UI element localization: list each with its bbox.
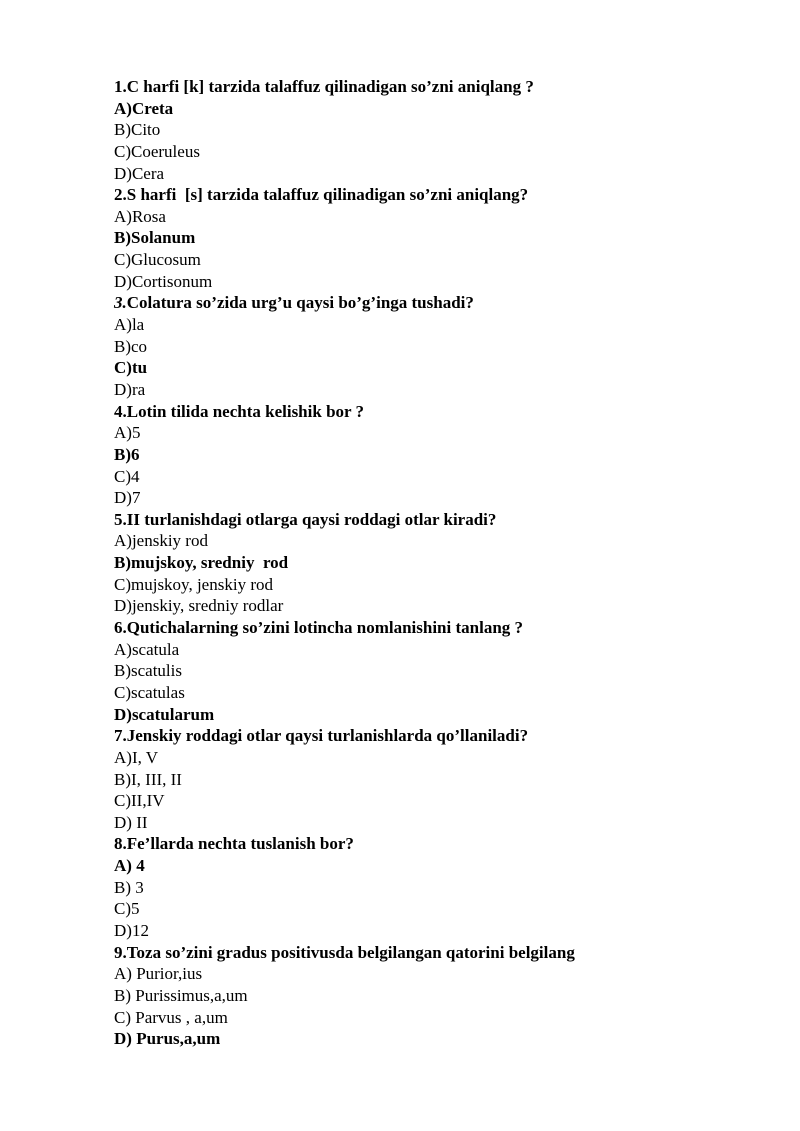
answer-option: A)I, V — [114, 747, 159, 767]
question-text: 6.Qutichalarning so’zini lotincha nomlanishini tanlang ? — [114, 618, 524, 638]
question-block — [114, 184, 754, 292]
question-text: 2.S harfi [s] tarzida talaffuz qilinadigan so’zni aniqlang? — [114, 185, 529, 205]
answer-option: C)II,IV — [114, 791, 165, 811]
answer-option: C)Coeruleus — [114, 141, 200, 161]
answer-option: C)5 — [114, 899, 140, 919]
question-block — [114, 76, 754, 184]
question-block — [114, 725, 754, 833]
answer-option: B)Cito — [114, 120, 161, 140]
answer-option: B)co — [114, 336, 148, 356]
answer-option: A)scatula — [114, 639, 180, 659]
answer-option: D)7 — [114, 488, 141, 508]
answer-option: C)scatulas — [114, 682, 185, 702]
question-body: Colatura so’zida urg’u qaysi bo’g’inga tushadi? — [126, 293, 474, 313]
answer-option: B)scatulis — [114, 661, 182, 681]
question-text: 8.Fe’llarda nechta tuslanish bor? — [114, 834, 354, 854]
answer-option: A)la — [114, 315, 145, 335]
question-text: 7.Jenskiy roddagi otlar qaysi turlanishlarda qo’llaniladi? — [114, 726, 529, 746]
answer-option: D)12 — [114, 920, 149, 940]
answer-option: A)5 — [114, 423, 141, 443]
answer-option: D)ra — [114, 379, 146, 399]
question-block — [114, 509, 754, 617]
answer-option: B) 3 — [114, 877, 144, 897]
answer-option: B)mujskoy, sredniy rod — [114, 553, 289, 573]
answer-option: D)jenskiy, sredniy rodlar — [114, 596, 284, 616]
question-text: 9.Toza so’zini gradus positivusda belgilangan qatorini belgilang — [114, 942, 575, 962]
question-number: 3. — [114, 293, 127, 313]
question-block — [114, 942, 754, 1050]
question-block — [114, 292, 754, 400]
answer-option: C)Glucosum — [114, 250, 201, 270]
answer-option: D) Purus,a,um — [114, 1029, 221, 1049]
answer-option: A)jenskiy rod — [114, 531, 208, 551]
answer-option: B)I, III, II — [114, 769, 182, 789]
answer-option: D)Cera — [114, 163, 165, 183]
question-block — [114, 617, 754, 725]
question-text: 5.II turlanishdagi otlarga qaysi roddagi otlar kiradi? — [114, 509, 497, 529]
question-text — [114, 292, 754, 314]
answer-option: A)Creta — [114, 98, 174, 118]
answer-option: A) Purior,ius — [114, 964, 203, 984]
answer-option: D)scatularum — [114, 704, 215, 724]
question-block — [114, 401, 754, 509]
answer-option: C)tu — [114, 358, 148, 378]
answer-option: B)Solanum — [114, 228, 196, 248]
answer-option: A) 4 — [114, 856, 145, 876]
answer-option: C)mujskoy, jenskiy rod — [114, 574, 273, 594]
answer-option: C)4 — [114, 466, 140, 486]
answer-option: C) Parvus , a,um — [114, 1007, 228, 1027]
test-document — [114, 76, 754, 1050]
question-text: 4.Lotin tilida nechta kelishik bor ? — [114, 401, 365, 421]
question-text: 1.C harfi [k] tarzida talaffuz qilinadigan so’zni aniqlang ? — [114, 77, 534, 96]
answer-option: B) Purissimus,a,um — [114, 985, 248, 1005]
question-block — [114, 833, 754, 941]
answer-option: D)Cortisonum — [114, 271, 213, 291]
answer-option: A)Rosa — [114, 206, 166, 226]
answer-option: D) II — [114, 812, 148, 832]
answer-option: B)6 — [114, 444, 140, 464]
